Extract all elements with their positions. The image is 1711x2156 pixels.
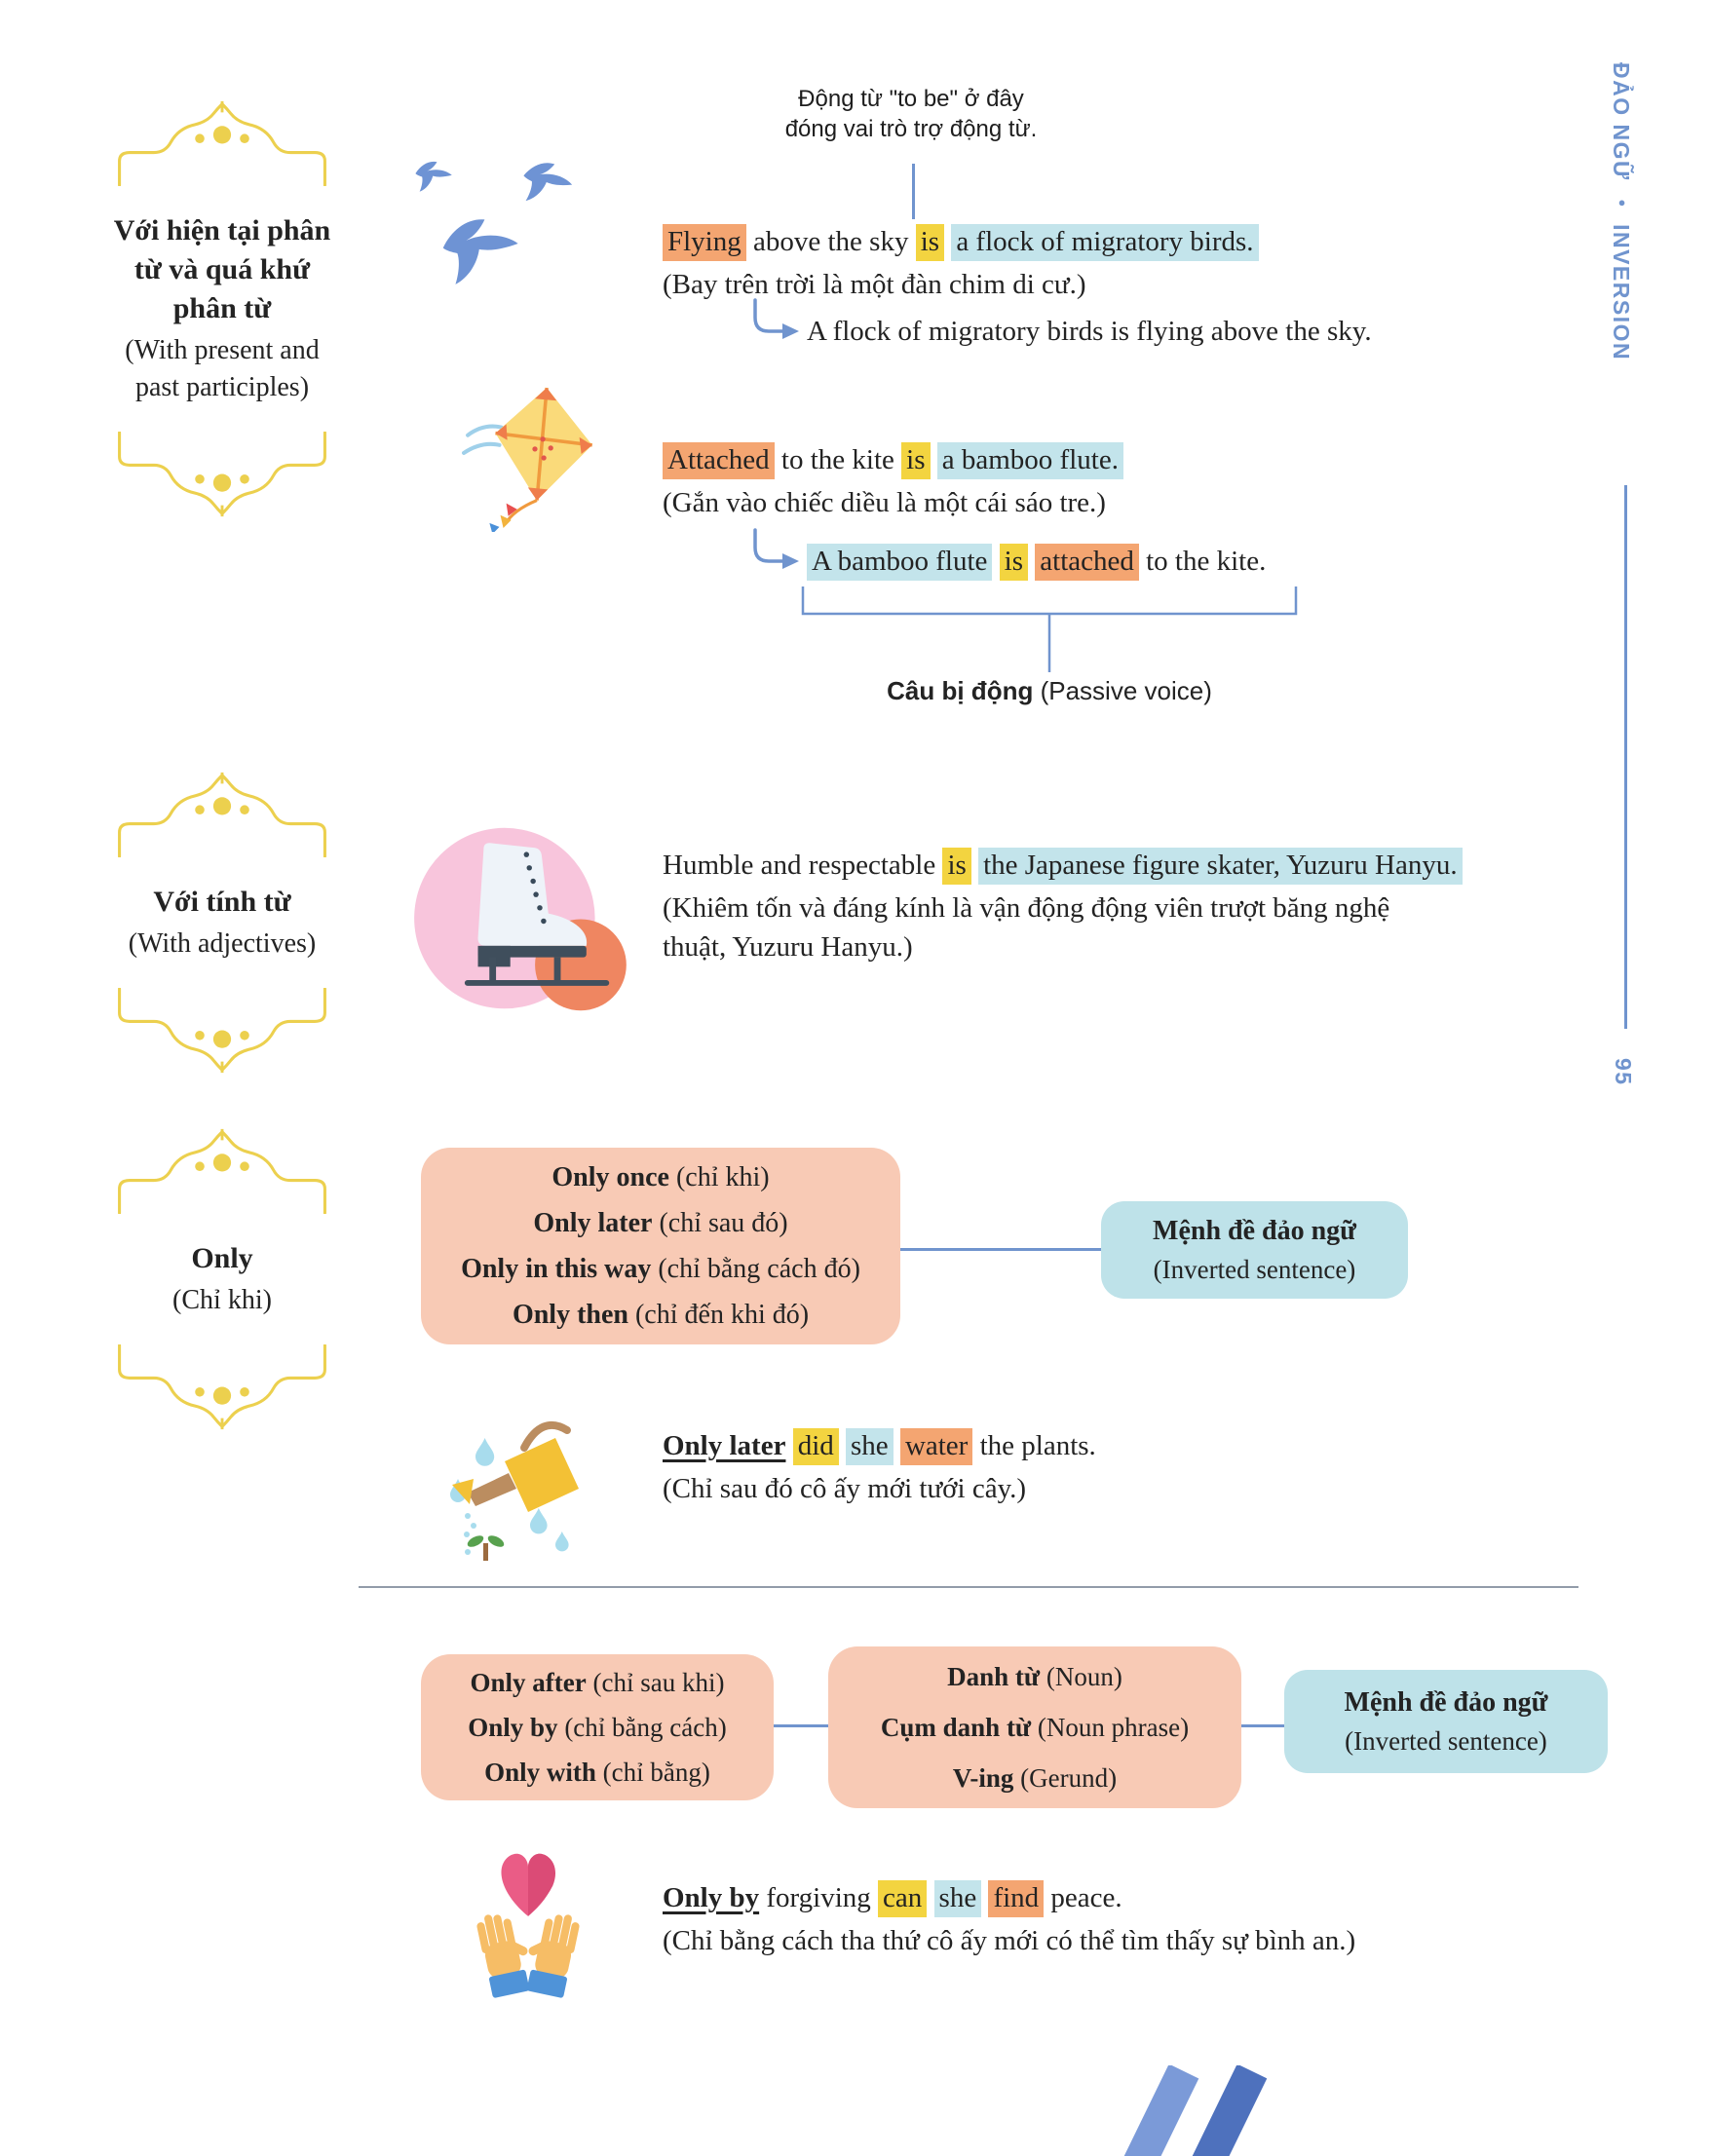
- box-connector-line: [900, 1248, 1101, 1251]
- box-line: [828, 1651, 1241, 1702]
- sentence-text: to the kite: [774, 444, 902, 475]
- ornament-bottom-icon: [110, 988, 334, 1074]
- section-divider: [359, 1586, 1578, 1588]
- watering-can-icon: [440, 1399, 606, 1565]
- only-term: Only once: [551, 1162, 669, 1192]
- only-adverbs-box: [421, 1148, 900, 1344]
- example-sentence-only-later: [663, 1426, 1096, 1465]
- section-title-en: (With adjectives): [128, 928, 317, 959]
- only-term-vi: (chỉ sau đó): [659, 1208, 788, 1238]
- passive-label-normal: (Passive voice): [1040, 676, 1212, 705]
- passive-voice-label: [855, 676, 1244, 706]
- only-term: Only then: [512, 1300, 628, 1330]
- hands-heart-icon: [454, 1847, 602, 2005]
- passive-bracket: [801, 585, 1298, 674]
- highlight-be-verb: is: [901, 442, 930, 479]
- highlight-noun-phrase: A bamboo flute: [807, 544, 992, 581]
- section-title-en: (Chỉ khi): [172, 1285, 272, 1315]
- inverted-box-title: Mệnh đề đảo ngữ: [1153, 1216, 1356, 1246]
- ornament-bottom-icon: [110, 1344, 334, 1430]
- section-adjectives-label: [100, 772, 344, 1074]
- box-line: [421, 1154, 900, 1200]
- birds-icon: [404, 144, 609, 312]
- ornament-bottom-icon: [110, 432, 334, 517]
- box-line: [828, 1753, 1241, 1803]
- inverted-box-subtitle: (Inverted sentence): [1153, 1255, 1356, 1284]
- highlight-participle: Attached: [663, 442, 775, 479]
- translation-humble: (Khiêm tốn và đáng kính là vận động động viên trượt băng nghệ thuật, Yuzuru Hanyu.): [663, 892, 1390, 963]
- example-sentence-attached: [663, 440, 1123, 479]
- highlight-participle: Flying: [663, 224, 746, 261]
- section-title-en: (With present and past participles): [125, 335, 320, 402]
- only-term-vi: (chỉ đến khi đó): [634, 1300, 810, 1330]
- example-sentence-flying: [663, 222, 1259, 261]
- ornament-top-icon: [110, 772, 334, 857]
- only-lead: Only by: [663, 1882, 760, 1913]
- highlight-noun-phrase: a flock of migratory birds.: [951, 224, 1258, 261]
- ornament-top-icon: [110, 1128, 334, 1214]
- form-term: V-ing: [952, 1763, 1014, 1793]
- inverted-box-title: Mệnh đề đảo ngữ: [1344, 1687, 1548, 1718]
- bullet-separator-icon: ●: [1615, 194, 1629, 211]
- box-connector-line: [1241, 1724, 1284, 1727]
- only-term: Only after: [470, 1668, 587, 1697]
- form-term-en: (Gerund): [1020, 1763, 1118, 1793]
- note-line-2: đóng vai trò trợ động từ.: [784, 116, 1038, 142]
- highlight-be-verb: is: [916, 224, 944, 261]
- section-title-vi: Với hiện tại phân từ và quá khứ phân từ: [113, 214, 331, 324]
- only-term: Only with: [484, 1758, 596, 1787]
- sentence-text: to the kite.: [1138, 546, 1267, 577]
- sentence-text: forgiving: [759, 1882, 879, 1913]
- highlight-subject: she: [846, 1428, 894, 1465]
- highlight-noun-phrase: a bamboo flute.: [937, 442, 1123, 479]
- section-only-label: [100, 1128, 344, 1430]
- inverted-clause-box: [1284, 1670, 1608, 1773]
- translation-attached: (Gắn vào chiếc diều là một cái sáo tre.): [663, 487, 1106, 518]
- form-term: Danh từ: [947, 1662, 1041, 1691]
- sentence-text: above the sky: [745, 226, 916, 257]
- section-title-vi: Với tính từ: [153, 886, 291, 918]
- translation-flying: (Bay trên trời là một đàn chim di cư.): [663, 269, 1086, 300]
- inverted-box-subtitle: (Inverted sentence): [1345, 1726, 1547, 1756]
- example-sentence-only-by: [663, 1878, 1122, 1917]
- sidebar-title-en: INVERSION: [1609, 224, 1634, 361]
- box-line: [421, 1246, 900, 1292]
- box-line: [421, 1705, 774, 1750]
- box-connector-line: [774, 1724, 828, 1727]
- only-term-vi: (chỉ bằng cách đó): [658, 1254, 860, 1284]
- box-line: [828, 1702, 1241, 1753]
- ice-skate-icon: [409, 820, 628, 1020]
- inverted-sentence-attached: [807, 542, 1266, 581]
- inverted-sentence-flying: A flock of migratory birds is flying above the sky.: [807, 316, 1372, 347]
- only-term: Only in this way: [461, 1254, 652, 1284]
- grammar-note: [643, 84, 1179, 144]
- sidebar-rule-line: [1624, 485, 1627, 1029]
- curved-arrow-icon: [750, 528, 801, 573]
- only-prep-box: [421, 1654, 774, 1800]
- highlight-be-verb: is: [1000, 544, 1028, 581]
- form-term-en: (Noun): [1046, 1662, 1122, 1691]
- sentence-text: the plants.: [972, 1430, 1096, 1461]
- highlight-be-verb: is: [942, 848, 970, 885]
- highlight-noun-phrase: the Japanese figure skater, Yuzuru Hanyu.: [978, 848, 1463, 885]
- noun-forms-box: [828, 1646, 1241, 1808]
- page-number: 95: [1611, 1058, 1636, 1086]
- only-term-vi: (chỉ bằng): [602, 1758, 710, 1787]
- form-term: Cụm danh từ: [880, 1713, 1032, 1742]
- curved-arrow-icon: [750, 298, 801, 343]
- sidebar-title-vi: ĐẢO NGỮ: [1609, 62, 1634, 181]
- only-term: Only by: [468, 1713, 558, 1742]
- kite-icon: [462, 384, 610, 532]
- translation-only-by: (Chỉ bằng cách tha thứ cô ấy mới có thể tìm thấy sự bình an.): [663, 1925, 1356, 1956]
- inverted-clause-box: [1101, 1201, 1408, 1299]
- ornament-top-icon: [110, 100, 334, 186]
- highlight-aux-verb: did: [793, 1428, 839, 1465]
- box-line: [421, 1660, 774, 1705]
- note-pointer-line: [912, 164, 915, 219]
- highlight-subject: she: [934, 1880, 982, 1917]
- box-line: [421, 1292, 900, 1338]
- highlight-aux-verb: can: [878, 1880, 927, 1917]
- translation-only-later: (Chỉ sau đó cô ấy mới tưới cây.): [663, 1473, 1027, 1504]
- section-participles-label: [100, 100, 344, 517]
- only-term-vi: (chỉ bằng cách): [564, 1713, 727, 1742]
- highlight-participle: attached: [1035, 544, 1139, 581]
- corner-stripes-icon: [1057, 2065, 1267, 2156]
- section-title-vi: Only: [191, 1242, 253, 1274]
- passive-label-bold: Câu bị động: [887, 676, 1034, 705]
- example-sentence-humble: [663, 846, 1463, 885]
- highlight-main-verb: find: [988, 1880, 1044, 1917]
- box-line: [421, 1750, 774, 1795]
- sentence-text: Humble and respectable: [663, 850, 936, 881]
- only-term-vi: (chỉ khi): [675, 1162, 770, 1192]
- only-term: Only later: [533, 1208, 653, 1238]
- only-term-vi: (chỉ sau khi): [592, 1668, 725, 1697]
- box-line: [421, 1200, 900, 1246]
- note-line-1: Động từ "to be" ở đây: [798, 86, 1024, 112]
- sidebar-chapter-title: [1608, 62, 1634, 360]
- form-term-en: (Noun phrase): [1037, 1713, 1190, 1742]
- only-lead: Only later: [663, 1430, 786, 1461]
- sentence-text: peace.: [1044, 1882, 1122, 1913]
- highlight-main-verb: water: [900, 1428, 972, 1465]
